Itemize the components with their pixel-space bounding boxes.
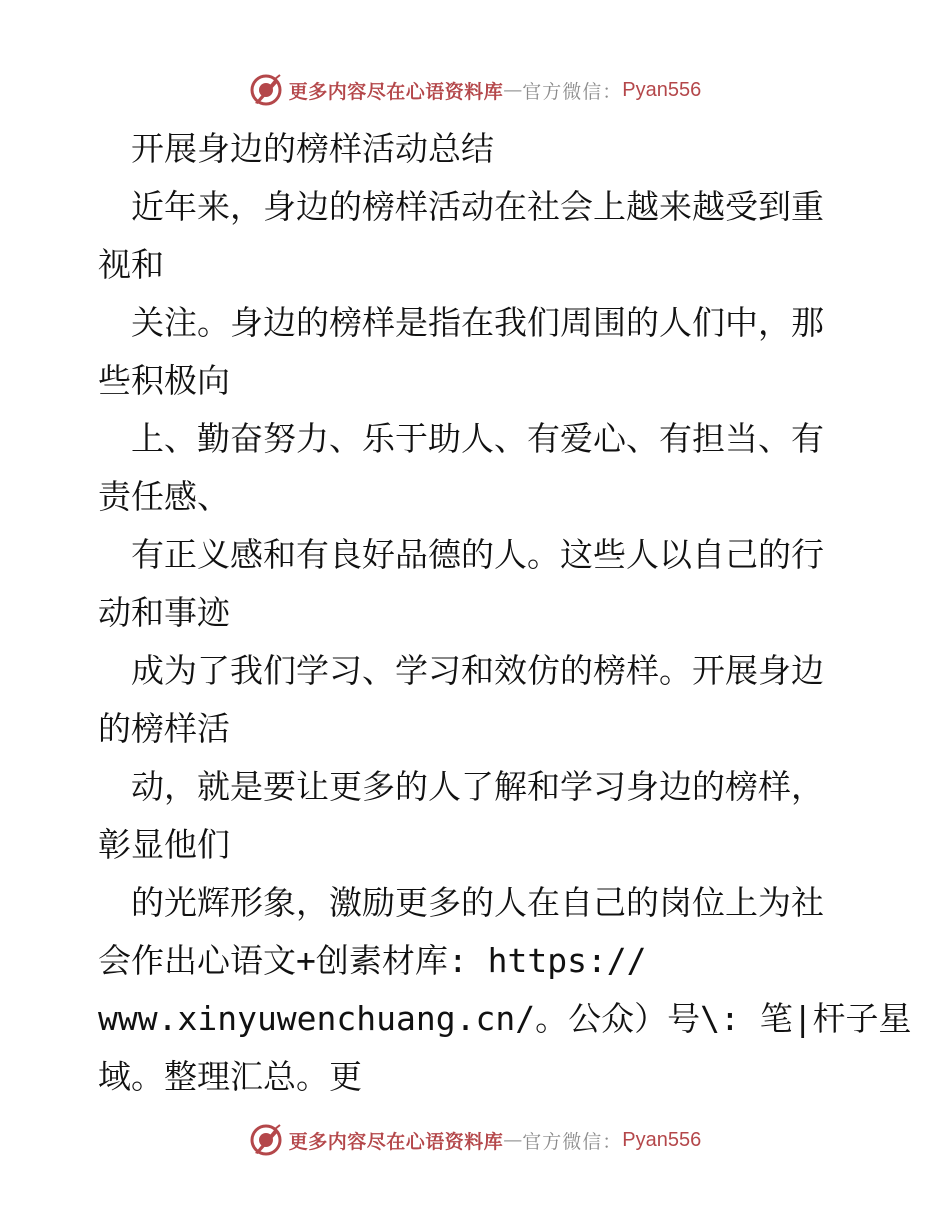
header-separator: — bbox=[503, 79, 523, 101]
body-line: 些积极向 bbox=[98, 361, 230, 400]
body-line: 动，就是要让更多的人了解和学习身边的榜样， bbox=[98, 767, 824, 806]
quill-pen-circle-icon bbox=[249, 1123, 283, 1157]
body-line: 的光辉形象，激励更多的人在自己的岗位上为社 bbox=[98, 883, 824, 922]
quill-pen-circle-icon bbox=[249, 73, 283, 107]
body-line: 近年来，身边的榜样活动在社会上越来越受到重 bbox=[98, 187, 824, 226]
body-line: 视和 bbox=[98, 245, 164, 284]
body-line: 彰显他们 bbox=[98, 825, 230, 864]
document-title: 开展身边的榜样活动总结 bbox=[98, 129, 494, 168]
document-body bbox=[98, 120, 912, 1106]
page-header-watermark bbox=[0, 70, 950, 110]
footer-brand-text: 更多内容尽在心语资料库 bbox=[288, 1130, 504, 1153]
body-line: 的榜样活 bbox=[98, 709, 230, 748]
footer-wechat-id: Pyan556 bbox=[622, 1128, 702, 1151]
body-line: 上、勤奋努力、乐于助人、有爱心、有担当、有 bbox=[98, 419, 824, 458]
header-brand-text: 更多内容尽在心语资料库 bbox=[288, 80, 504, 103]
body-line: 关注。身边的榜样是指在我们周围的人们中，那 bbox=[98, 303, 824, 342]
body-line: www.xinyuwenchuang.cn/。公众）号\: 笔|杆子星 bbox=[98, 999, 912, 1038]
body-line: 动和事迹 bbox=[98, 593, 230, 632]
body-line: 成为了我们学习、学习和效仿的榜样。开展身边 bbox=[98, 651, 824, 690]
footer-wechat-label: 官方微信： bbox=[522, 1130, 623, 1153]
body-line: 域。整理汇总。更 bbox=[98, 1057, 362, 1096]
header-wechat-label: 官方微信： bbox=[522, 80, 623, 103]
body-line: 会作出心语文+创素材库: https:// bbox=[98, 941, 647, 980]
header-wechat-id: Pyan556 bbox=[622, 78, 702, 101]
footer-separator: — bbox=[503, 1129, 523, 1151]
body-line: 有正义感和有良好品德的人。这些人以自己的行 bbox=[98, 535, 824, 574]
page-footer-watermark bbox=[0, 1120, 950, 1160]
body-line: 责任感、 bbox=[98, 477, 230, 516]
